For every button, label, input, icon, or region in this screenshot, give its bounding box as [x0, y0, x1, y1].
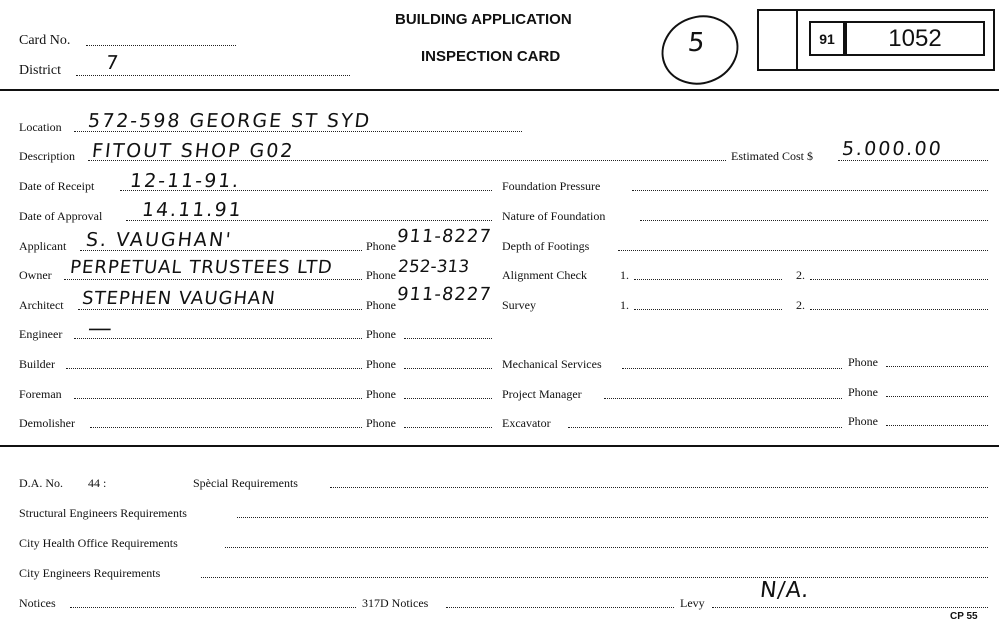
mechanical-phone-field[interactable]: [886, 366, 988, 367]
form-subtitle: INSPECTION CARD: [421, 48, 561, 65]
description-value: FITOUT SHOP G02: [90, 140, 296, 162]
foreman-phone-field[interactable]: [404, 398, 492, 399]
excavator-phone-field[interactable]: [886, 425, 988, 426]
notices-317d-label: 317D Notices: [362, 596, 429, 610]
applicant-label: Applicant: [19, 239, 67, 253]
nature-foundation-field[interactable]: [640, 220, 988, 221]
foundation-pressure-label: Foundation Pressure: [502, 179, 601, 193]
applicant-phone-value: 911-8227: [395, 226, 493, 247]
structural-requirements-field[interactable]: [237, 517, 988, 518]
engineer-phone-field[interactable]: [404, 338, 492, 339]
engineer-label: Engineer: [19, 327, 63, 341]
levy-field[interactable]: [712, 607, 988, 608]
date-receipt-label: Date of Receipt: [19, 179, 95, 193]
engineer-value: —: [86, 314, 122, 342]
card-number-value: 1052: [888, 25, 942, 52]
survey-field-1[interactable]: [634, 309, 782, 310]
architect-phone-value: 911-8227: [395, 284, 493, 305]
survey-num-2: 2.: [796, 298, 805, 312]
foreman-phone-label: Phone: [366, 387, 396, 401]
district-field[interactable]: [76, 75, 350, 76]
special-requirements-field[interactable]: [330, 487, 988, 488]
architect-phone-label: Phone: [366, 298, 396, 312]
health-requirements-label: City Health Office Requirements: [19, 536, 178, 550]
survey-label: Survey: [502, 298, 536, 312]
builder-label: Builder: [19, 357, 55, 371]
alignment-num-1: 1.: [620, 268, 629, 282]
applicant-value: S. VAUGHAN': [84, 229, 234, 251]
card-no-label: Card No.: [19, 33, 71, 48]
card-no-field[interactable]: [86, 45, 236, 46]
year-value: 91: [819, 31, 835, 47]
estimated-cost-label: Estimated Cost $: [731, 149, 813, 163]
date-receipt-value: 12-11-91.: [128, 170, 242, 192]
applicant-phone-label: Phone: [366, 239, 396, 253]
builder-field[interactable]: [66, 368, 362, 369]
foreman-field[interactable]: [74, 398, 362, 399]
demolisher-field[interactable]: [90, 427, 362, 428]
special-requirements-label: Spècial Requirements: [193, 476, 298, 490]
alignment-field-2[interactable]: [810, 279, 988, 280]
district-value: 7: [104, 52, 122, 74]
form-code: CP 55: [950, 611, 978, 622]
box-divider: [796, 9, 798, 71]
engineers-requirements-field[interactable]: [201, 577, 988, 578]
demolisher-phone-field[interactable]: [404, 427, 492, 428]
project-manager-field[interactable]: [604, 398, 842, 399]
excavator-phone-label: Phone: [848, 414, 878, 428]
da-no-label: D.A. No.: [19, 476, 63, 490]
form-title: BUILDING APPLICATION: [395, 11, 572, 28]
engineers-requirements-label: City Engineers Requirements: [19, 566, 161, 580]
depth-footings-field[interactable]: [618, 250, 988, 251]
mechanical-label: Mechanical Services: [502, 357, 602, 371]
alignment-field-1[interactable]: [634, 279, 782, 280]
owner-field[interactable]: [64, 279, 362, 280]
owner-label: Owner: [19, 268, 52, 282]
project-manager-label: Project Manager: [502, 387, 582, 401]
project-manager-phone-label: Phone: [848, 385, 878, 399]
levy-label: Levy: [680, 596, 705, 610]
excavator-field[interactable]: [568, 427, 842, 428]
circled-mark-value: 5: [686, 28, 709, 58]
excavator-label: Excavator: [502, 416, 551, 430]
health-requirements-field[interactable]: [225, 547, 988, 548]
survey-num-1: 1.: [620, 298, 629, 312]
demolisher-label: Demolisher: [19, 416, 75, 430]
header-rule: [0, 89, 999, 91]
date-approval-label: Date of Approval: [19, 209, 103, 223]
architect-label: Architect: [19, 298, 64, 312]
estimated-cost-field[interactable]: [838, 160, 988, 161]
notices-label: Notices: [19, 596, 56, 610]
foreman-label: Foreman: [19, 387, 62, 401]
owner-value: PERPETUAL TRUSTEES LTD: [68, 257, 334, 278]
architect-value: STEPHEN VAUGHAN: [80, 288, 277, 309]
mechanical-phone-label: Phone: [848, 355, 878, 369]
date-approval-value: 14.11.91: [140, 199, 244, 221]
owner-phone-label: Phone: [366, 268, 396, 282]
depth-footings-label: Depth of Footings: [502, 239, 590, 253]
demolisher-phone-label: Phone: [366, 416, 396, 430]
district-label: District: [19, 63, 61, 78]
foundation-pressure-field[interactable]: [632, 190, 988, 191]
location-label: Location: [19, 120, 62, 134]
location-value: 572-598 GEORGE ST SYD: [86, 110, 373, 132]
survey-field-2[interactable]: [810, 309, 988, 310]
builder-phone-field[interactable]: [404, 368, 492, 369]
notices-field[interactable]: [70, 607, 356, 608]
da-no-value: 44 :: [88, 476, 107, 490]
owner-phone-value: 252-313: [397, 257, 471, 277]
description-label: Description: [19, 149, 75, 163]
project-manager-phone-field[interactable]: [886, 396, 988, 397]
engineer-phone-label: Phone: [366, 327, 396, 341]
section-rule: [0, 445, 999, 447]
structural-requirements-label: Structural Engineers Requirements: [19, 506, 187, 520]
builder-phone-label: Phone: [366, 357, 396, 371]
estimated-cost-value: 5.000.00: [840, 138, 944, 160]
nature-foundation-label: Nature of Foundation: [502, 209, 606, 223]
alignment-num-2: 2.: [796, 268, 805, 282]
alignment-check-label: Alignment Check: [502, 268, 587, 282]
levy-value: N/A.: [758, 578, 811, 603]
architect-field[interactable]: [78, 309, 362, 310]
notices-317d-field[interactable]: [446, 607, 674, 608]
mechanical-field[interactable]: [622, 368, 842, 369]
